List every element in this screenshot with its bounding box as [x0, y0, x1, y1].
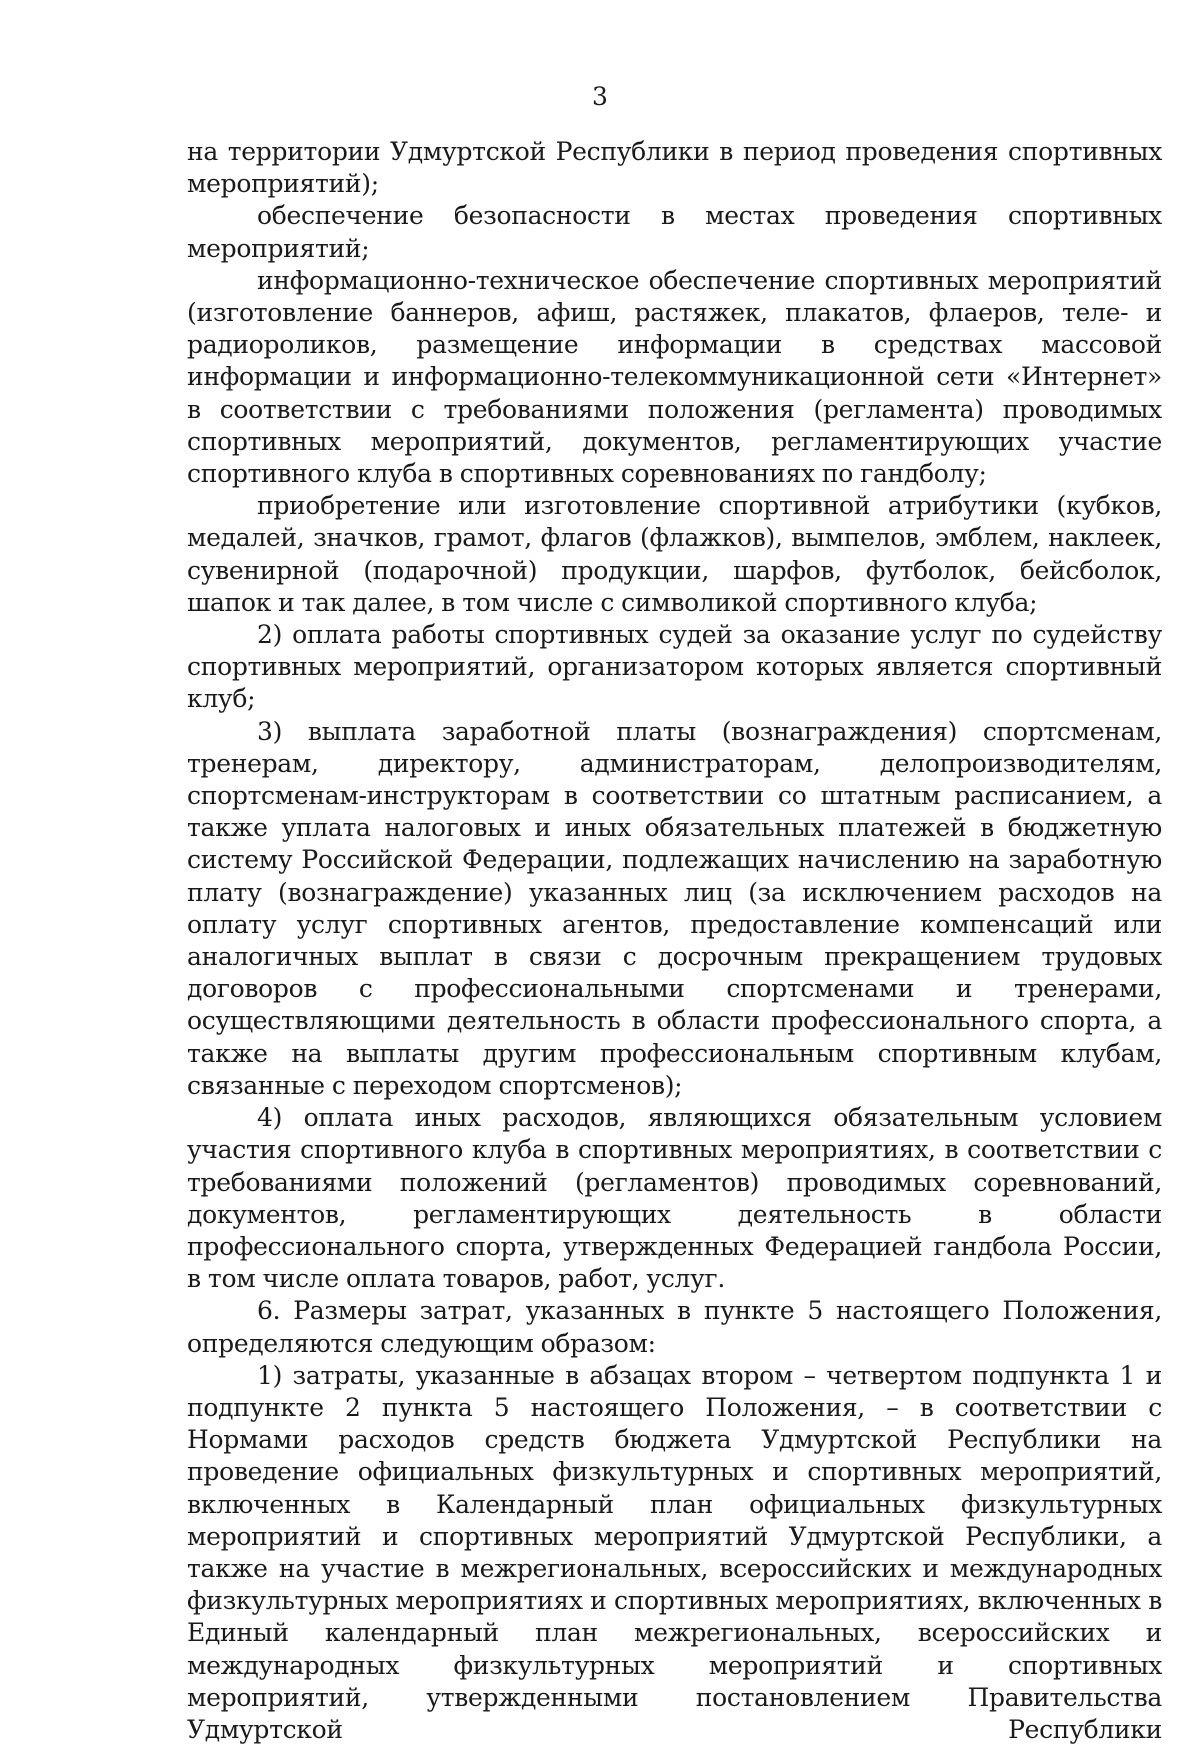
page-number: 3	[592, 82, 608, 111]
paragraph-section-6-item-1: 1) затраты, указанные в абзацах втором – четвертом подпункта 1 и подпункте 2 пункта 5 настоящего Положения, – в соответствии с Нормами расходов средств бюджета Удмуртской Республики на проведение официальных физкультурных и спортивных мероприятий, включенных в Календарный план официальных физкультурных мероприятий и спортивных мероприятий Удмуртской Республики, а также на участие в межрегиональных, всероссийских и международных физкультурных мероприятиях и спортивных мероприятиях, включенных в Единый календарный план межрегиональных, всероссийских и международных физкультурных мероприятий и спортивных мероприятий, утвержденными постановлением Правительства Удмуртской Республики	[187, 1360, 1162, 1744]
paragraph-continuation: на территории Удмуртской Республики в период проведения спортивных мероприятий);	[187, 137, 1162, 199]
paragraph-info-support: информационно-техническое обеспечение спортивных мероприятий (изготовление баннеров, афиш, растяжек, плакатов, флаеров, теле- и радиороликов, размещение информации в средствах массовой информации и информационно-телекоммуникационной сети «Интернет» в соответствии с требованиями положения (регламента) проводимых спортивных мероприятий, документов, регламентирующих участие спортивного клуба в спортивных соревнованиях по гандболу;	[187, 265, 1162, 489]
paragraph-item-3: 3) выплата заработной платы (вознаграждения) спортсменам, тренерам, директору, администраторам, делопроизводителям, спортсменам-инструкторам в соответствии со штатным расписанием, а также уплата налоговых и иных обязательных платежей в бюджетную систему Российской Федерации, подлежащих начислению на заработную плату (вознаграждение) указанных лиц (за исключением расходов на оплату услуг спортивных агентов, предоставление компенсаций или аналогичных выплат в связи с досрочным прекращением трудовых договоров с профессиональными спортсменами и тренерами, осуществляющими деятельность в области профессионального спорта, а также на выплаты другим профессиональным спортивным клубам, связанные с переходом спортсменов);	[187, 716, 1162, 1100]
document-body	[187, 136, 1162, 1746]
paragraph-attributes: приобретение или изготовление спортивной атрибутики (кубков, медалей, значков, грамот, флагов (флажков), вымпелов, эмблем, наклеек, сувенирной (подарочной) продукции, шарфов, футболок, бейсболок, шапок и так далее, в том числе с символикой спортивного клуба;	[187, 491, 1162, 617]
paragraph-section-6: 6. Размеры затрат, указанных в пункте 5 настоящего Положения, определяются следующим образом:	[187, 1296, 1162, 1358]
paragraph-item-2: 2) оплата работы спортивных судей за оказание услуг по судейству спортивных мероприятий, организатором которых является спортивный клуб;	[187, 620, 1162, 714]
paragraph-security: обеспечение безопасности в местах проведения спортивных мероприятий;	[187, 201, 1162, 263]
paragraph-item-4: 4) оплата иных расходов, являющихся обязательным условием участия спортивного клуба в спортивных мероприятиях, в соответствии с требованиями положений (регламентов) проводимых соревнований, документов, регламентирующих деятельность в области профессионального спорта, утвержденных Федерацией гандбола России, в том числе оплата товаров, работ, услуг.	[187, 1103, 1162, 1294]
